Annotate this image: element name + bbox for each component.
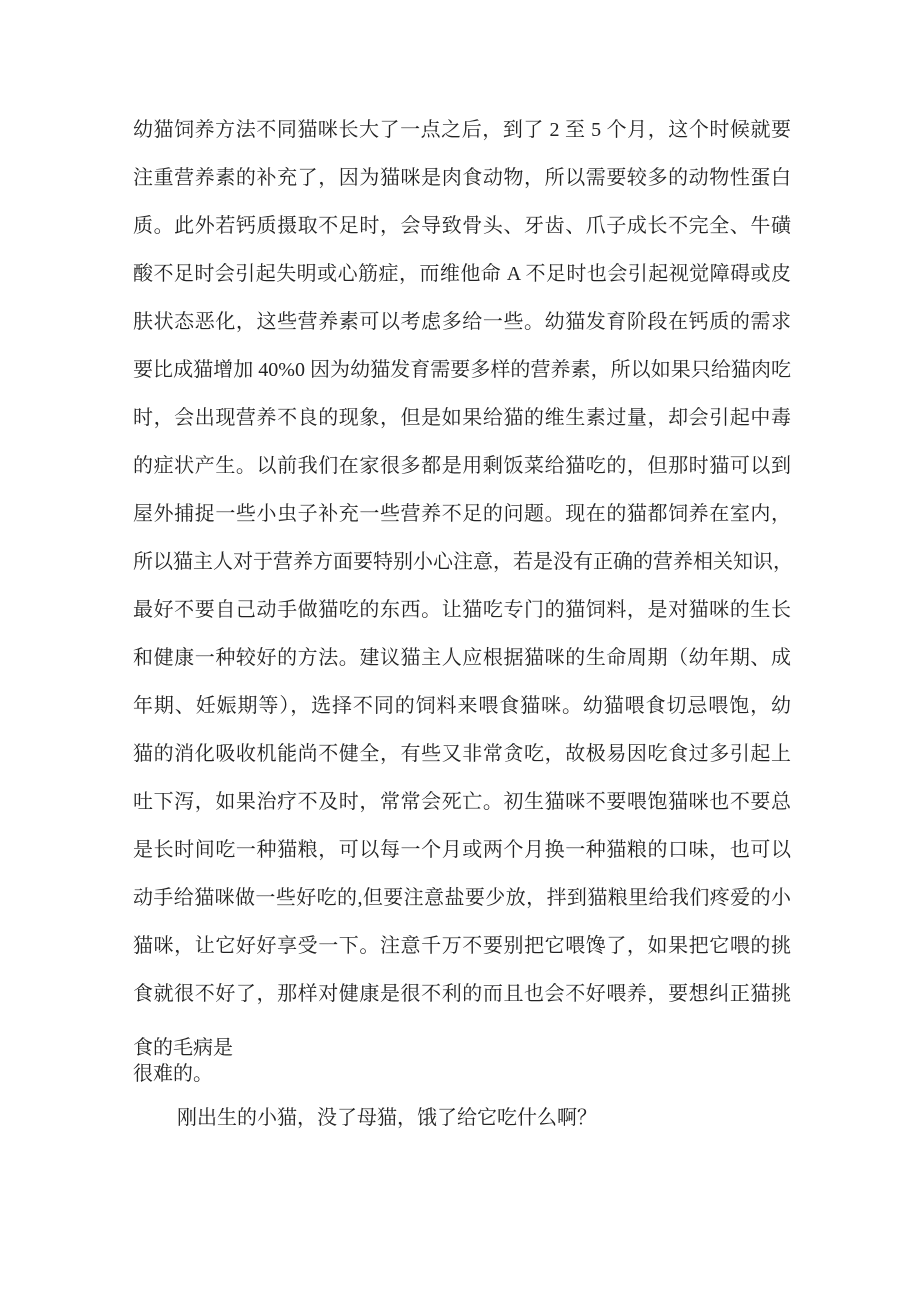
text-line: 年期、妊娠期等），选择不同的饲料来喂食猫咪。幼猫喂食切忌喂饱，幼 [133,695,791,717]
main-paragraph [133,106,791,1018]
text-line: 质。此外若钙质摄取不足时，会导致骨头、牙齿、爪子成长不完全、牛磺 [133,215,791,237]
text-line: 猫咪，让它好好享受一下。注意千万不要别把它喂馋了，如果把它喂的挑 [133,935,791,957]
paragraph-tail [133,1035,791,1087]
text-line: 食就很不好了，那样对健康是很不利的而且也会不好喂养，要想纠正猫挑 [133,983,791,1005]
text-line: 动手给猫咪做一些好吃的,但要注意盐要少放，拌到猫粮里给我们疼爱的小 [133,887,791,909]
text-line: 的症状产生。以前我们在家很多都是用剩饭菜给猫吃的，但那时猫可以到 [133,455,791,477]
question-line: 刚出生的小猫，没了母猫，饿了给它吃什么啊？ [177,1107,597,1129]
text-line: 所以猫主人对于营养方面要特别小心注意，若是没有正确的营养相关知识， [133,551,793,573]
text-line: 食的毛病是 [133,1037,233,1059]
text-line: 幼猫饲养方法不同猫咪长大了一点之后，到了 2 至 5 个月，这个时候就要 [133,119,791,141]
text-line: 肤状态恶化，这些营养素可以考虑多给一些。幼猫发育阶段在钙质的需求 [133,311,791,333]
text-line: 是长时间吃一种猫粮，可以每一个月或两个月换一种猫粮的口味，也可以 [133,839,791,861]
text-line: 酸不足时会引起失明或心筋症，而维他命 A 不足时也会引起视觉障碍或皮 [133,263,791,285]
text-line: 猫的消化吸收机能尚不健全，有些又非常贪吃，故极易因吃食过多引起上 [133,743,791,765]
text-line: 要比成猫增加 40%0 因为幼猫发育需要多样的营养素，所以如果只给猫肉吃 [133,359,791,381]
text-line: 吐下泻，如果治疗不及时，常常会死亡。初生猫咪不要喂饱猫咪也不要总 [133,791,791,813]
text-line: 时，会出现营养不良的现象，但是如果给猫的维生素过量，却会引起中毒 [133,407,791,429]
document-content [133,106,791,1142]
text-line: 注重营养素的补充了，因为猫咪是肉食动物，所以需要较多的动物性蛋白 [133,167,791,189]
text-line: 屋外捕捉一些小虫子补充一些营养不足的问题。现在的猫都饲养在室内， [133,503,791,525]
text-line: 很难的。 [133,1063,213,1085]
text-line: 和健康一种较好的方法。建议猫主人应根据猫咪的生命周期（幼年期、成 [133,647,791,669]
text-line: 最好不要自己动手做猫吃的东西。让猫吃专门的猫饲料，是对猫咪的生长 [133,599,791,621]
